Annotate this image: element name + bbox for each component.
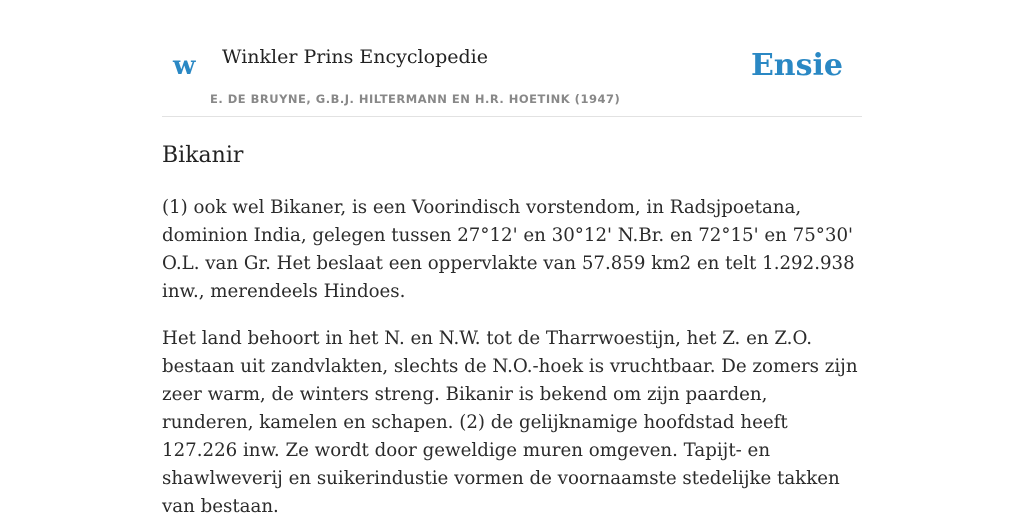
header — [162, 0, 862, 117]
entry-paragraph-2: Het land behoort in het N. en N.W. tot de Tharrwoestijn, het Z. en Z.O. bestaan uit zandvlakten, slechts de N.O.-hoek is vruchtbaar. De zomers zijn zeer warm, de winters streng. Bikanir is bekend om zijn paarden, runderen, kamelen en schapen. (2) de gelijknamige hoofdstad heeft 127.226 inw. Ze wordt door geweldige muren omgeven. Tapijt- en shawlweverij en suikerindustie vormen de voornaamste stedelijke takken van bestaan. — [162, 328, 858, 518]
ensie-brand-logo[interactable]: Ensie — [750, 48, 843, 83]
entry-paragraph-1: (1) ook wel Bikaner, is een Voorindisch vorstendom, in Radsjpoetana, dominion India, gelegen tussen 27°12' en 30°12' N.Br. en 72°15' en 75°30' O.L. van Gr. Het beslaat een oppervlakte van 57.859 km2 en telt 1.292.938 inw., merendeels Hindoes. — [162, 197, 855, 303]
winkler-prins-logo[interactable]: w — [173, 51, 196, 81]
authors-line: E. DE BRUYNE, G.B.J. HILTERMANN EN H.R. HOETINK (1947) — [210, 92, 621, 106]
page — [162, 0, 862, 521]
entry-title: Bikanir — [162, 143, 244, 168]
site-title[interactable]: Winkler Prins Encyclopedie — [222, 46, 488, 68]
